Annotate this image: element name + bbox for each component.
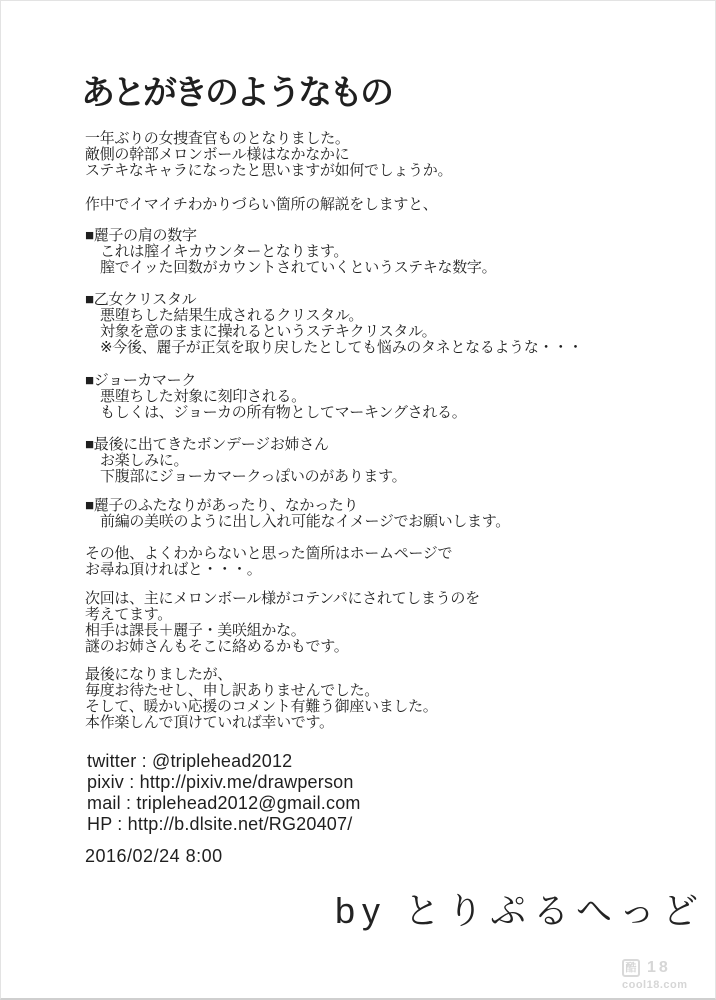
date-stamp: 2016/02/24 8:00	[85, 846, 223, 866]
watermark	[622, 959, 688, 991]
text-line: 前編の美咲のように出し入れ可能なイメージでお願いします。	[100, 513, 510, 530]
contact-info	[87, 751, 361, 835]
text-line: ※今後、麗子が正気を取り戻したとしても悩みのタネとなるような・・・	[100, 339, 583, 356]
page-title: あとがきのようなもの	[81, 74, 391, 112]
section-heading: ■麗子の肩の数字	[85, 227, 197, 244]
text-line: 敵側の幹部メロンボール様はなかなかに	[85, 146, 350, 163]
section-bondage-oneesan	[85, 437, 406, 485]
paragraph-homepage	[85, 546, 452, 578]
author-signature: by とりぷるへっど	[335, 890, 706, 931]
text-line: 考えてます。	[85, 606, 173, 623]
lead-line	[85, 197, 438, 213]
text-line: 最後になりましたが、	[85, 666, 233, 683]
text-line: もしくは、ジョーカの所有物としてマーキングされる。	[100, 404, 467, 421]
watermark-logo-row	[622, 959, 688, 977]
text-line: 悪堕ちした対象に刻印される。	[100, 388, 306, 405]
watermark-number: 18	[647, 959, 671, 976]
text-line: 対象を意のままに操れるというステキクリスタル。	[100, 323, 437, 340]
mail-contact-line: mail : triplehead2012@gmail.com	[87, 793, 361, 813]
text-line: その他、よくわからないと思った箇所はホームページで	[85, 545, 453, 562]
section-heading: ■麗子のふたなりがあったり、なかったり	[85, 497, 359, 514]
section-heading: ■ジョーカマーク	[85, 372, 197, 389]
text-line: 下腹部にジョーカマークっぽいのがあります。	[100, 468, 407, 485]
text-line: そして、暖かい応援のコメント有難う御座いました。	[85, 698, 438, 715]
section-shoulder-number	[85, 228, 496, 276]
text-line: お尋ね頂ければと・・・。	[85, 561, 262, 578]
section-otome-crystal	[85, 292, 583, 356]
homepage-contact-line: HP : http://b.dlsite.net/RG20407/	[87, 814, 353, 834]
intro-paragraph	[85, 131, 452, 179]
text-line: 本作楽しんで頂けていれば幸いです。	[85, 714, 334, 731]
text-line: お楽しみに。	[100, 452, 189, 469]
paragraph-next-work	[85, 591, 480, 655]
text-line: これは膣イキカウンターとなります。	[100, 243, 349, 260]
twitter-contact-line: twitter : @triplehead2012	[87, 751, 293, 771]
text-line: 悪堕ちした結果生成されるクリスタル。	[100, 307, 364, 324]
watermark-kanji-icon: 酷	[622, 959, 640, 977]
section-heading: ■最後に出てきたボンデージお姉さん	[85, 436, 329, 453]
section-joker-mark	[85, 373, 466, 421]
watermark-domain: cool18.com	[622, 979, 688, 991]
text-line: 毎度お待たせし、申し訳ありませんでした。	[85, 682, 380, 699]
text-line: 作中でイマイチわかりづらい箇所の解説をしますと、	[85, 196, 438, 213]
text-line: 謎のお姉さんもそこに絡めるかもです。	[85, 638, 349, 655]
paragraph-thanks	[85, 667, 438, 731]
section-heading: ■乙女クリスタル	[85, 291, 197, 308]
text-line: 相手は課長＋麗子・美咲組かな。	[85, 622, 306, 639]
text-line: 一年ぶりの女捜査官ものとなりました。	[85, 130, 350, 147]
text-line: 次回は、主にメロンボール様がコテンパにされてしまうのを	[85, 590, 480, 607]
text-line: ステキなキャラになったと思いますが如何でしょうか。	[85, 162, 453, 179]
pixiv-contact-line: pixiv : http://pixiv.me/drawperson	[87, 772, 354, 792]
section-futanari	[85, 498, 510, 530]
text-line: 膣でイッた回数がカウントされていくというステキな数字。	[100, 259, 497, 276]
